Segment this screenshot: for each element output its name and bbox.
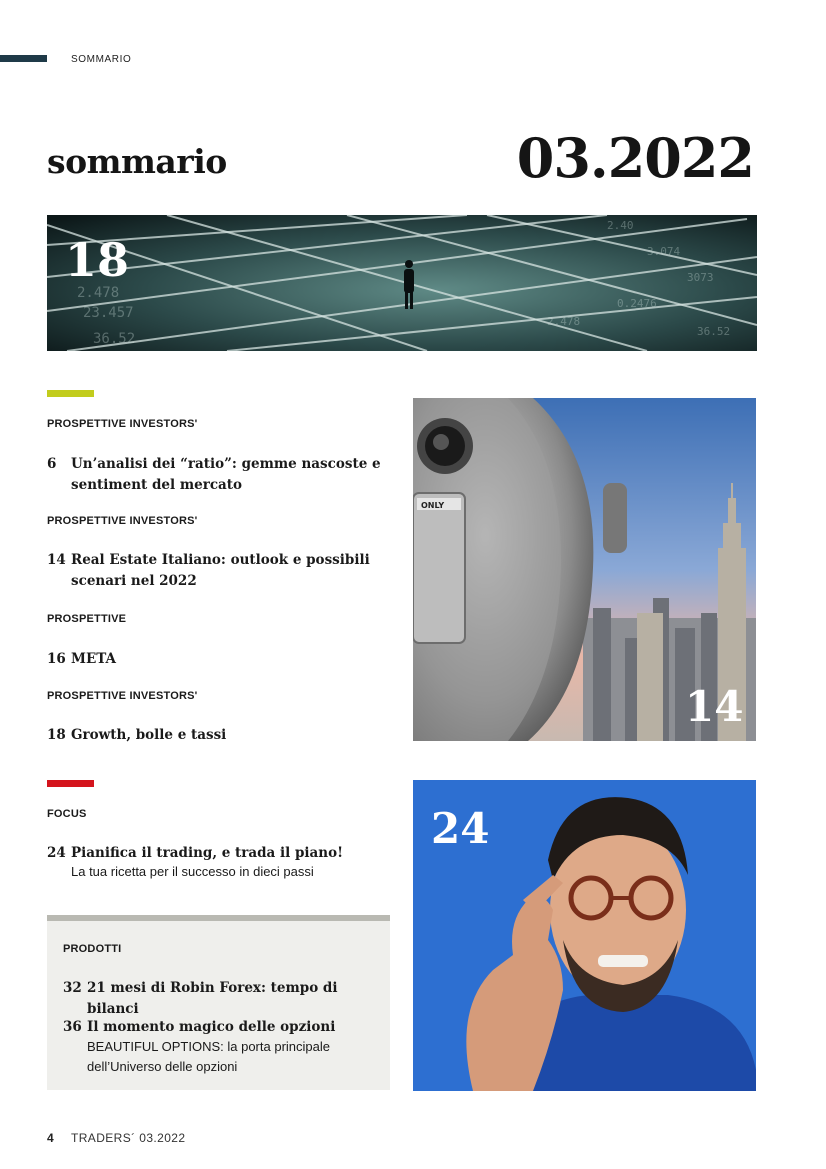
- article-title: Un’analisi dei “ratio”: gemme nascoste e sentiment del mercato: [71, 456, 381, 493]
- hero-page-number: 18: [65, 233, 130, 287]
- hero-illustration: [47, 215, 757, 351]
- article-entry[interactable]: [47, 649, 397, 670]
- category-label: PRODOTTI: [63, 943, 122, 955]
- article-entry[interactable]: [63, 978, 383, 1020]
- binocular-photo[interactable]: [413, 398, 756, 741]
- category-label: FOCUS: [47, 808, 87, 820]
- accent-bar-red: [47, 780, 94, 787]
- category-label: PROSPETTIVE INVESTORS': [47, 515, 198, 527]
- ticker-number: 2.40: [607, 219, 634, 232]
- ticker-number: 36.52: [697, 325, 731, 338]
- article-title: Pianifica il trading, e trada il piano!: [71, 845, 344, 861]
- article-page: 6: [47, 456, 57, 472]
- ticker-number: 23.457: [83, 305, 134, 321]
- sign-text: ONLY: [421, 501, 445, 510]
- hero-image[interactable]: [47, 215, 757, 351]
- accent-bar-lime: [47, 390, 94, 397]
- article-entry[interactable]: [47, 725, 397, 746]
- article-page: 16: [47, 651, 66, 667]
- ticker-number: 0.2476: [617, 297, 657, 310]
- article-title: Real Estate Italiano: outlook e possibili scenari nel 2022: [71, 552, 370, 589]
- ticker-number: 36.52: [93, 331, 136, 347]
- photo-page-number: 24: [431, 804, 490, 853]
- ticker-number: 3.074: [647, 245, 681, 258]
- category-label: PROSPETTIVE: [47, 613, 127, 625]
- article-entry[interactable]: [63, 1017, 383, 1038]
- article-page: 14: [47, 552, 66, 568]
- article-title: Growth, bolle e tassi: [71, 727, 227, 743]
- article-title: META: [71, 651, 117, 667]
- article-title: Il momento magico delle opzioni: [87, 1019, 336, 1035]
- article-page: 32: [63, 980, 82, 996]
- issue-date: 03.2022: [516, 126, 754, 190]
- article-entry[interactable]: [47, 454, 397, 496]
- article-title: 21 mesi di Robin Forex: tempo di bilanci: [87, 980, 338, 1017]
- article-entry[interactable]: [47, 843, 397, 864]
- ticker-number: 3073: [687, 271, 714, 284]
- photo-page-number: 14: [685, 682, 744, 731]
- man-photo[interactable]: [413, 780, 756, 1091]
- category-label: PROSPETTIVE INVESTORS': [47, 418, 198, 430]
- footer-magazine: TRADERS´ 03.2022: [71, 1131, 186, 1145]
- section-label: SOMMARIO: [71, 54, 132, 65]
- article-page: 24: [47, 845, 66, 861]
- page-title: sommario: [47, 142, 227, 181]
- article-subtitle: BEAUTIFUL OPTIONS: la porta principale dell’Universo delle opzioni: [87, 1039, 330, 1074]
- category-label: PROSPETTIVE INVESTORS': [47, 690, 198, 702]
- article-subtitle: La tua ricetta per il successo in dieci passi: [71, 864, 314, 879]
- footer-page-number: 4: [47, 1131, 54, 1145]
- ticker-number: 2.478: [547, 315, 581, 328]
- header-bar: [0, 55, 47, 62]
- ticker-number: 2.478: [77, 285, 120, 301]
- article-entry[interactable]: [47, 550, 397, 592]
- article-page: 36: [63, 1019, 82, 1035]
- article-page: 18: [47, 727, 66, 743]
